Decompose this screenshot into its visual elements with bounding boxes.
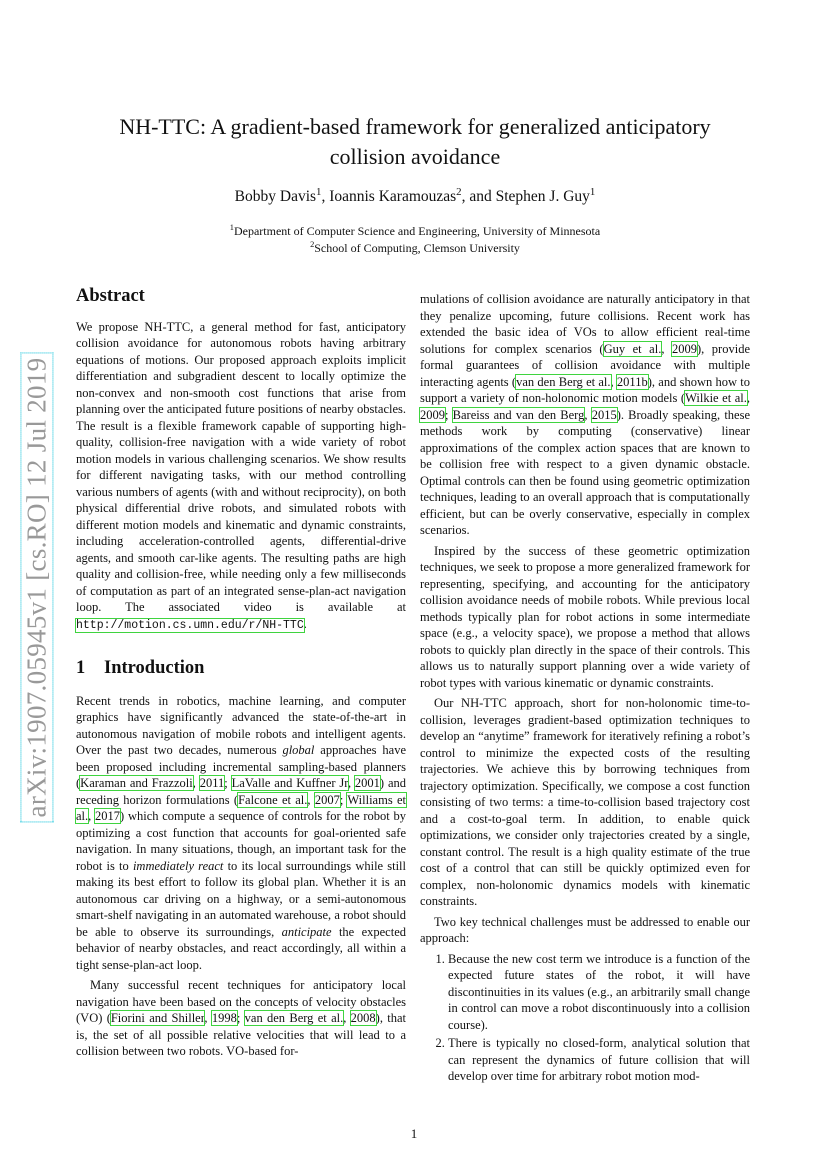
list-item: 2. There is typically no closed-form, analytical solution that can represent the dynamics of future collision that will develop over time for arbitrary robot motion mod-	[448, 1035, 750, 1085]
arxiv-identifier-sidebar	[22, 345, 52, 830]
body-paragraph: Our NH-TTC approach, short for non-holonomic time-to-collision, leverages gradient-based optimization techniques to develop an “anytime” framework for iteratively refining a robot’s control to minimize the expected costs of the resulting trajectories. We achieve this by borrowing techniques from trajectory optimization. Specifically, we compose a cost function consisting of two terms: a time-to-collision based trajectory cost and a cost-to-goal term. In addition, to enable quick optimizations, we consider only trajectories created by a single, constant control. The result is a high quality estimate of the true cost of a control that can still be quickly optimized even for complex, non-holonomic dynamics models with kinematic constraints.	[420, 696, 750, 908]
author-list	[70, 185, 760, 206]
paragraph-text: ) which compute a sequence of controls for the robot by optimizing a cost function that accounts for goal-oriented safe navigation. In many situations, though, an important task for the robot is to	[76, 809, 406, 873]
citation-link[interactable]: 2011	[199, 776, 225, 790]
citation-link[interactable]: 2001	[354, 776, 380, 790]
list-item: 1. Because the new cost term we introduce is a function of the expected future states of the robot, it will have discontinuities in its values (e.g., an arbitrarily small change in control can move a robot discontinuously into a collision course).	[448, 951, 750, 1034]
affiliation-1	[70, 224, 760, 239]
challenge-list	[420, 951, 750, 1085]
citation-separator: ,	[584, 407, 592, 422]
citation-link[interactable]: Karaman and Frazzoli	[80, 776, 193, 790]
affiliation-text: School of Computing, Clemson University	[314, 241, 520, 255]
citation-link[interactable]: 2017	[95, 809, 121, 823]
citation-separator: ,	[610, 374, 617, 389]
section-title: Introduction	[104, 658, 205, 678]
body-paragraph: Two key technical challenges must be addressed to enable our approach:	[420, 914, 750, 945]
paper-title	[70, 112, 760, 172]
emphasis-text: global	[282, 743, 315, 757]
abstract-heading: Abstract	[76, 286, 145, 306]
section-number: 1	[76, 658, 86, 678]
citation-link[interactable]: 2008	[350, 1011, 376, 1025]
emphasis-text: anticipate	[281, 924, 332, 939]
citation-link[interactable]: Bareiss and van den Berg	[452, 407, 585, 422]
citation-separator: ,	[343, 1011, 351, 1025]
abstract-end: .	[303, 616, 307, 631]
author-name: Ioannis Karamouzas	[329, 188, 457, 205]
paragraph-text: ), provide formal guarantees of collision avoidance with multiple interacting agents (	[420, 341, 750, 389]
paragraph-text: Recent trends in robotics, machine learning, and computer graphics have significantly advanced the state-of-the-art in autonomous navigation of mobile robots and intelligent agents. Over the past two decades, numerous	[76, 693, 406, 757]
intro-paragraph-1	[76, 693, 406, 974]
citation-separator: ,	[204, 1011, 212, 1025]
author-name: Bobby Davis	[234, 188, 317, 205]
paragraph-text: mulations of collision avoidance are naturally anticipatory in that they penalize upcoming, future collisions. Recent work has extended the basic idea of VOs to allow efficient real-time solutions for complex scenarios (	[420, 292, 750, 356]
arxiv-identifier[interactable]: arXiv:1907.05945v1 [cs.RO] 12 Jul 2019	[21, 353, 54, 823]
video-link[interactable]: http://motion.cs.umn.edu/r/NH-TTC	[76, 618, 304, 632]
citation-link[interactable]: van den Berg et al.	[516, 374, 611, 389]
paragraph-text: ). Broadly speaking, these methods work by computing (conservative) linear approximations of the complex action spaces that are known to be collision free with respect to a given dynamic obstacle. Optimal controls can then be found using geometric optimization techniques, leading to an overall approach that is computationally efficient, but can be overly conservative, especially in complex scenarios.	[420, 407, 751, 537]
citation-link[interactable]: van den Berg et al.	[244, 1011, 344, 1025]
citation-link[interactable]: Wilkie et al.	[685, 391, 747, 405]
paragraph-text: ), and shown how to support a variety of non-holonomic motion models (	[420, 374, 751, 405]
citation-separator: ,	[192, 776, 200, 790]
citation-link[interactable]: Guy et al.	[603, 341, 662, 356]
citation-link[interactable]: 2009	[420, 407, 445, 422]
citation-separator: ;	[445, 407, 453, 422]
right-column	[420, 291, 750, 1087]
citation-link[interactable]: 2015	[591, 407, 617, 422]
affiliation-text: Department of Computer Science and Engineering, University of Minnesota	[233, 224, 601, 238]
author-separator: , and	[461, 188, 496, 205]
paragraph-text: ), that is, the set of all possible relative velocities that will lead to a collision between two robots. VO-based for-	[76, 1011, 406, 1058]
citation-link[interactable]: 2011b	[616, 374, 648, 389]
citation-separator: ,	[661, 341, 672, 356]
affiliation-number: 2	[310, 240, 315, 249]
citation-link[interactable]: Williams et al.	[76, 792, 406, 823]
title-line-1: NH-TTC: A gradient-based framework for generalized anticipatory	[119, 114, 711, 139]
citation-link[interactable]: 2009	[671, 341, 697, 356]
citation-link[interactable]: Falcone et al.	[238, 792, 308, 807]
author-name: Stephen J. Guy	[495, 188, 590, 205]
citation-separator: ,	[88, 809, 96, 823]
citation-separator: ,	[307, 792, 315, 807]
citation-link[interactable]: 2007	[314, 792, 340, 807]
emphasis-text: immediately react	[132, 858, 224, 873]
paragraph-text: to its local surroundings while still making its best effort to follow its global plan. Whether it is an autonomous car driving on a highway, or a semi-autonomous smart-shelf navigating in an automated warehouse, a robot should be able to observe its surroundings,	[76, 858, 407, 939]
section-heading-introduction	[76, 660, 406, 677]
left-column	[76, 288, 406, 1060]
citation-separator: ;	[236, 1011, 245, 1025]
citation-separator: ,	[347, 776, 355, 790]
affiliation-marker: 2	[456, 185, 462, 198]
title-line-2: collision avoidance	[329, 144, 501, 169]
citation-link[interactable]: Fiorini and Shiller	[110, 1011, 205, 1025]
citation-separator: ;	[339, 792, 348, 807]
intro-paragraph-2	[76, 977, 406, 1060]
citation-link[interactable]: 1998	[211, 1011, 237, 1025]
citation-separator: ;	[224, 776, 232, 790]
paragraph-text: the expected behavior of nearby obstacles, and react accordingly, all within a tight sense-plan-act loop.	[76, 924, 406, 972]
affiliation-marker: 1	[589, 185, 596, 198]
affiliation-marker: 1	[316, 185, 322, 198]
citation-separator: ,	[746, 391, 751, 405]
author-separator: ,	[321, 188, 330, 205]
paragraph-text: ) and receding horizon formulations (	[76, 776, 406, 807]
abstract-text: We propose NH-TTC, a general method for fast, anticipatory collision avoidance for autonomous robots having arbitrary equations of motions. Our proposed approach exploits implicit differentiation and subgradient descent to locally optimize the non-convex and non-smooth cost functions that arise from planning over the anticipated future positions of nearby obstacles. The result is a flexible framework capable of supporting high-quality, collision-free navigation with a wide variety of robot motion models in various challenging scenarios. We show results for different navigating tasks, with our method controlling various numbers of agents (with and without reciprocity), on both physical differential drive robots, and simulated robots with different motion models and kinematic and dynamic constraints, including acceleration-controlled agents, differential-drive agents, and smooth car-like agents. The resulting paths are high quality and collision-free, while needing only a few milliseconds of computation as part of an integrated sense-plan-act navigation loop. The associated video is available at	[76, 319, 406, 614]
abstract-body	[76, 319, 406, 635]
body-paragraph-continued	[420, 291, 750, 539]
body-paragraph: Inspired by the success of these geometric optimization techniques, we seek to propose a more generalized framework for representing, specifying, and accounting for the anticipatory collision avoidance needs of mobile robots. While previous local methods typically plan for robot actions in some intermediate space (e.g., a velocity space), we propose a method that allows robots to quickly plan directly in the space of their controls. This allows us to naturally support planning over a wide variety of robot types with various kinematic or dynamic constraints.	[420, 543, 750, 690]
paragraph-text: approaches have been proposed including incremental sampling-based planners (	[76, 743, 406, 790]
citation-link[interactable]: LaValle and Kuffner Jr	[231, 776, 348, 790]
affiliation-number: 1	[229, 223, 234, 232]
paragraph-text: Many successful recent techniques for anticipatory local navigation have been based on the concepts of velocity obstacles (VO) (	[76, 978, 406, 1025]
page-number: 1	[410, 1126, 418, 1141]
affiliation-2	[70, 241, 760, 256]
